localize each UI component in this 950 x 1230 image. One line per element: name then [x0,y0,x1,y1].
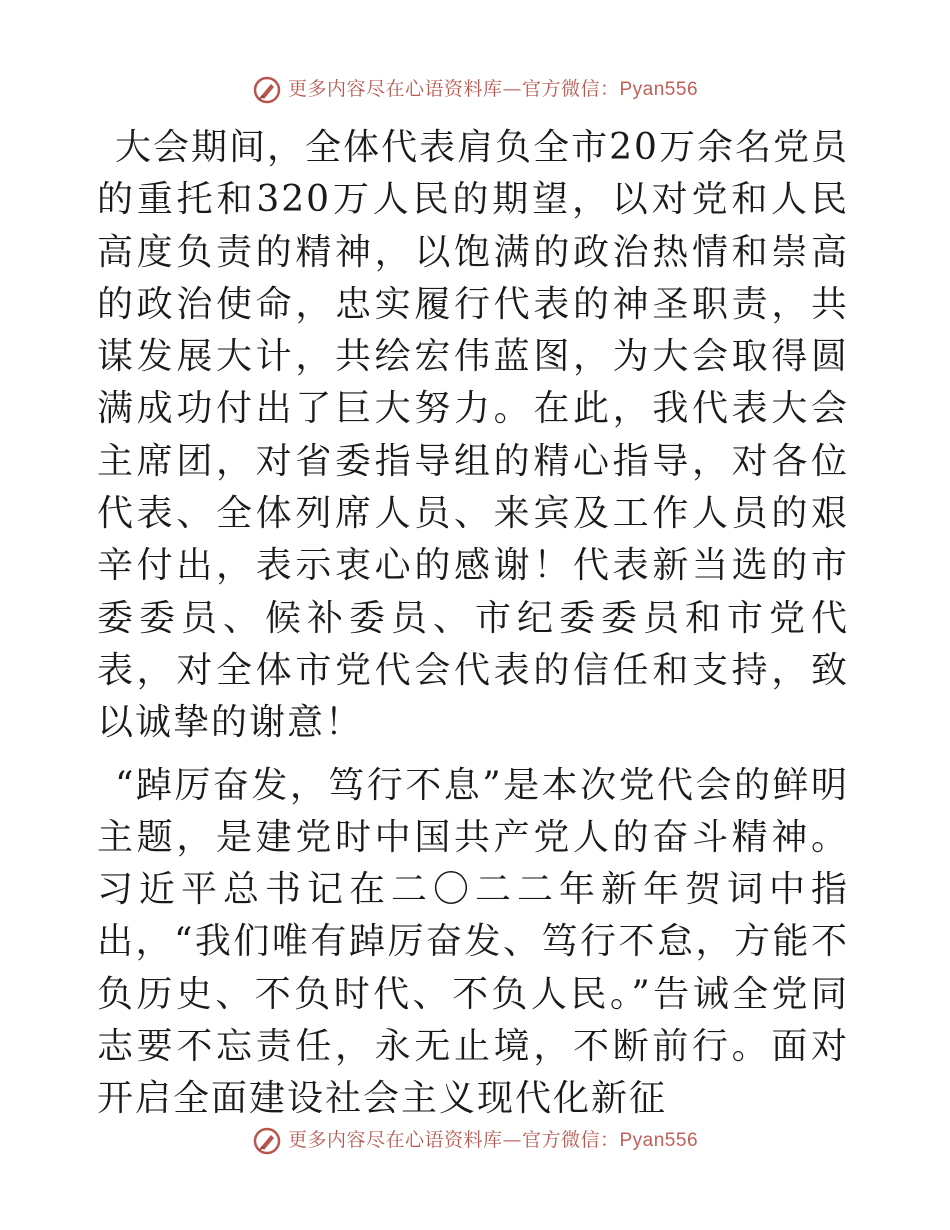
watermark-wechat-label: 官方微信： [521,1129,620,1151]
paragraph-2: “踔厉奋发，笃行不息”是本次党代会的鲜明主题，是建党时中国共产党人的奋斗精神。习近平总书记在二〇二二年新年贺词中指出，“我们唯有踔厉奋发、笃行不怠，方能不负历史、不负时代、不负人民。”告诫全党同志要不忘责任，永无止境，不断前行。面对开启全面建设社会主义现代化新征 [97,764,849,1120]
pen-circle-logo-icon [252,75,282,105]
header-watermark [0,74,950,105]
pen-circle-logo-icon [252,1126,282,1156]
document-body [97,122,849,1126]
paragraph-1: 大会期间，全体代表肩负全市20万余名党员的重托和320万人民的期望，以对党和人民高度负责的精神，以饱满的政治热情和崇高的政治使命，忠实履行代表的神圣职责，共谋发展大计，共绘宏伟蓝图，为大会取得圆满成功付出了巨大努力。在此，我代表大会主席团，对省委指导组的精心指导，对各位代表、全体列席人员、来宾及工作人员的艰辛付出，表示衷心的感谢！代表新当选的市委委员、候补委员、市纪委委员和市党代表，对全体市党代会代表的信任和支持，致以诚挚的谢意！ [97,127,849,744]
watermark-wechat-label: 官方微信： [521,78,620,100]
watermark-main: 更多内容尽在心语资料库 [287,1129,503,1151]
watermark-wechat-id: Pyan556 [619,1130,699,1151]
watermark-dash: — [502,78,522,100]
footer-watermark [0,1125,950,1156]
watermark-dash: — [502,1129,522,1151]
watermark-text [288,74,698,105]
watermark-main: 更多内容尽在心语资料库 [287,78,503,100]
watermark-wechat-id: Pyan556 [619,79,699,100]
watermark-text [288,1125,698,1156]
